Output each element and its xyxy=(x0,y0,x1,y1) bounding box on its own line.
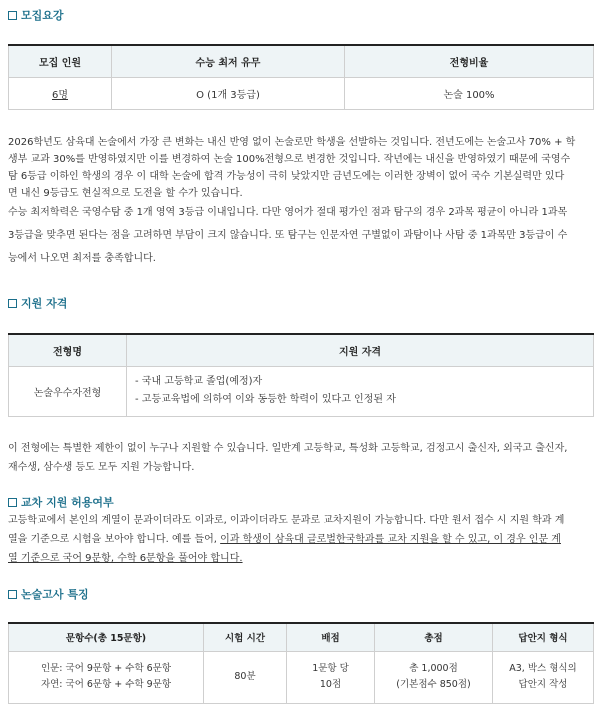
paragraph-1: 2026학년도 삼육대 논술에서 가장 큰 변화는 내신 반영 없이 논술로만 학생을 선발하는 것입니다. 전년도에는 논술고사 70% + 학 생부 교과 30%를 반영하였지만 이를 변경하여 논술 100%전형으로 변경한 것입니다. 작년에는 내신을 반영하였기 때문에 국영수 탐 6등급 이하인 학생의 경우 이 대학 논술에 합격 가능성이 극히 낮았지만 금년도에는 이러한 장벽이 없어 국수 기본실력만 있다 면 내신 9등급도 현실적으로 도전을 할 수가 있습니다. 수능 최저학력은 국영수탐 중 1개 영역 3등급 이내입니다. 다만 영어가 절대 평가인 점과 탐구의 경우 2과목 평균이 아니라 1과목 3등급을 맞추면 된다는 점을 고려하면 부담이 크지 않습니다. 또 탐구는 인문자연 구별없이 과탐이나 사탐 중 1과목만 3등급이 수 능에서 나오면 최저를 충족합니다. xyxy=(8,137,576,264)
ratio: 논술 100% xyxy=(345,77,594,109)
checkbox-square-icon xyxy=(8,11,17,20)
col-header: 시험 시간 xyxy=(204,623,287,651)
question-counts: 인문: 국어 9문항 + 수학 6문항 자연: 국어 6문항 + 수학 9문항 xyxy=(9,651,204,703)
col-header: 전형명 xyxy=(9,334,127,366)
recruit-table xyxy=(8,44,594,110)
paragraph-2: 이 전형에는 특별한 제한이 없이 누구나 지원할 수 있습니다. 일반계 고등학교, 특성화 고등학교, 검정고시 출신자, 외국고 출신자, 재수생, 삼수생 등도 모두 지원 가능합니다. xyxy=(8,443,568,473)
answer-format: A3, 박스 형식의 답안지 작성 xyxy=(493,651,594,703)
col-header: 총점 xyxy=(375,623,493,651)
min-score: O (1개 3등급) xyxy=(112,77,345,109)
col-header: 모집 인원 xyxy=(9,45,112,77)
checkbox-square-icon xyxy=(8,590,17,599)
section-title-qualification: 지원 자격 xyxy=(8,295,67,311)
qualification-table xyxy=(8,333,594,417)
total-score: 총 1,000점 (기본점수 850점) xyxy=(375,651,493,703)
exam-time: 80분 xyxy=(204,651,287,703)
qualification-list xyxy=(127,366,594,416)
section-title-cross: 교차 지원 허용여부 xyxy=(8,494,114,510)
col-header: 답안지 형식 xyxy=(493,623,594,651)
section-title-recruit: 모집요강 xyxy=(8,7,64,23)
section-title-exam: 논술고사 특징 xyxy=(8,586,89,602)
paragraph-3: 고등학교에서 본인의 계열이 문과이더라도 이과로, 이과이더라도 문과로 교차지원이 가능합니다. 다만 원서 접수 시 지원 학과 계 열을 기준으로 시험을 보아야 합니다. 예를 들어, 이과 학생이 삼육대 글로벌한국학과를 교차 지원을 할 수 있고, 이 경우 인문 계 열 기준으로 국어 9문항, 수학 6문항을 풀어야 합니다. xyxy=(8,515,565,564)
col-header: 배점 xyxy=(287,623,375,651)
recruit-count: 6명 xyxy=(9,77,112,109)
col-header: 수능 최저 유무 xyxy=(112,45,345,77)
qualification-item: - 고등교육법에 의하여 이와 동등한 학력이 있다고 인정된 자 xyxy=(135,394,396,405)
col-header: 문항수(총 15문항) xyxy=(9,623,204,651)
admission-type: 논술우수자전형 xyxy=(9,366,127,416)
exam-table xyxy=(8,622,594,704)
checkbox-square-icon xyxy=(8,299,17,308)
score-per-question: 1문항 당 10점 xyxy=(287,651,375,703)
checkbox-square-icon xyxy=(8,498,17,507)
col-header: 지원 자격 xyxy=(127,334,594,366)
col-header: 전형비율 xyxy=(345,45,594,77)
qualification-item: - 국내 고등학교 졸업(예정)자 xyxy=(135,376,263,387)
